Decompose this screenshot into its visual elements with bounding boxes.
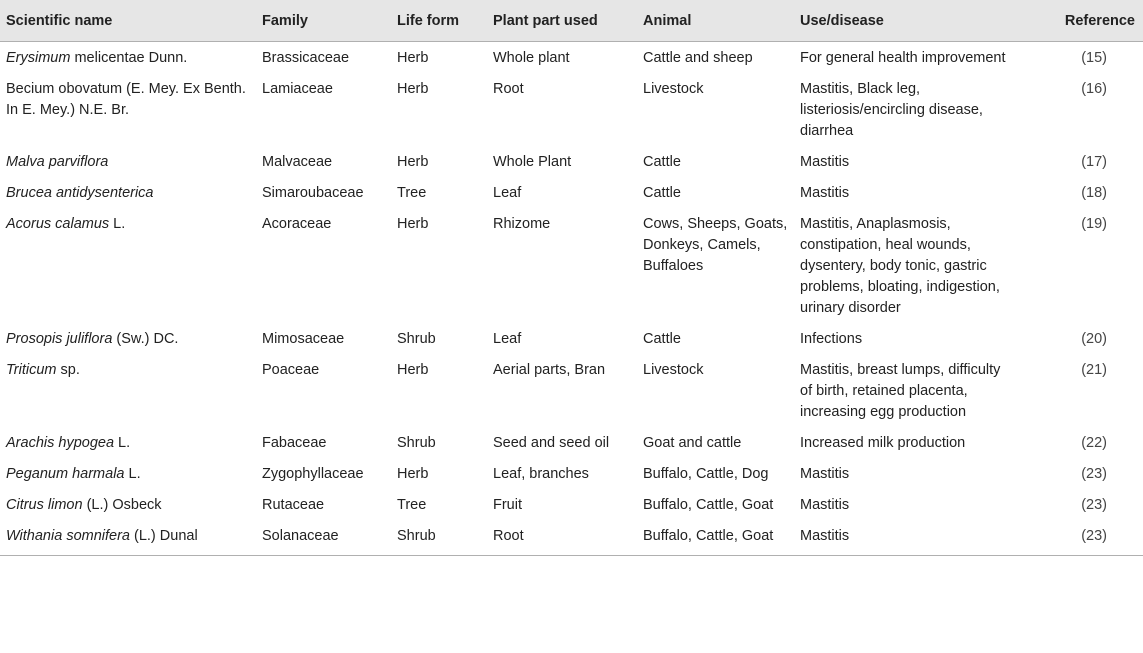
animal-cell: Livestock [643, 81, 704, 97]
scientific-name-author: melicentae Dunn. [70, 50, 188, 66]
family-cell: Brassicaceae [262, 50, 350, 66]
header-animal: Animal [637, 0, 794, 42]
plant-part-cell: Leaf [493, 331, 522, 347]
use-disease-cell: Increased milk production [800, 435, 966, 451]
table-body [0, 42, 1143, 556]
life-form-cell: Shrub [397, 435, 436, 451]
scientific-name-author: (L.) Dunal [129, 528, 198, 544]
family-cell: Acoraceae [262, 216, 332, 232]
reference-cell: (15) [1081, 50, 1107, 66]
reference-cell: (21) [1081, 362, 1107, 378]
header-reference: Reference [1008, 0, 1143, 42]
use-disease-cell: Mastitis [800, 466, 850, 482]
header-scientific-name: Scientific name [0, 0, 256, 42]
reference-cell: (23) [1008, 521, 1143, 556]
animal-cell: Buffalo, Cattle, Dog [643, 466, 769, 482]
life-form-cell: Herb [397, 466, 429, 482]
scientific-name-genus: Peganum harmala [6, 466, 125, 482]
table-row [0, 428, 1143, 459]
family-cell: Fabaceae [262, 435, 327, 451]
life-form-cell: Herb [397, 50, 429, 66]
plant-part-cell: Root [487, 521, 637, 556]
reference-cell: (23) [1081, 497, 1107, 513]
table-row [0, 459, 1143, 490]
scientific-name-cell [0, 490, 256, 521]
animal-cell: Buffalo, Cattle, Goat [643, 497, 774, 513]
scientific-name-author: sp. [56, 362, 80, 378]
use-disease-cell: Mastitis [800, 154, 850, 170]
animal-cell: Cattle [643, 185, 681, 201]
animal-cell: Cattle [643, 331, 681, 347]
plant-part-cell: Seed and seed oil [493, 435, 610, 451]
animal-cell: Livestock [643, 362, 704, 378]
family-cell: Malvaceae [262, 154, 333, 170]
header-life-form: Life form [391, 0, 487, 42]
use-disease-cell: Mastitis, breast lumps, difficulty of birth, retained placenta, increasing egg production [800, 362, 1001, 420]
scientific-name-genus: Citrus limon [6, 497, 83, 513]
reference-cell: (18) [1081, 185, 1107, 201]
family-cell: Poaceae [262, 362, 320, 378]
family-cell: Mimosaceae [262, 331, 345, 347]
scientific-name-genus: Triticum [6, 362, 57, 378]
table-row [0, 521, 1143, 556]
table-row [0, 147, 1143, 178]
family-cell: Rutaceae [262, 497, 325, 513]
family-cell: Zygophyllaceae [262, 466, 364, 482]
table-row [0, 355, 1143, 428]
family-cell: Solanaceae [256, 521, 391, 556]
use-disease-cell: Mastitis, Anaplasmosis, constipation, heal wounds, dysentery, body tonic, gastric problems, bloating, indigestion, urinary disorder [800, 216, 1000, 316]
animal-cell: Cows, Sheeps, Goats, Donkeys, Camels, Buffaloes [643, 216, 788, 274]
plant-part-cell: Rhizome [493, 216, 551, 232]
scientific-name-genus: Brucea antidysenterica [6, 185, 154, 201]
table-row [0, 178, 1143, 209]
scientific-name-cell [0, 521, 256, 556]
header-family: Family [256, 0, 391, 42]
scientific-name-genus: Arachis hypogea [6, 435, 115, 451]
animal-cell: Buffalo, Cattle, Goat [637, 521, 794, 556]
plant-part-cell: Whole plant [493, 50, 570, 66]
family-cell: Simaroubaceae [262, 185, 364, 201]
use-disease-cell: Mastitis [800, 497, 850, 513]
plant-part-cell: Leaf, branches [493, 466, 589, 482]
scientific-name-author: Becium obovatum (E. Mey. Ex Benth. In E. Mey.) N.E. Br. [6, 81, 246, 118]
plant-part-cell: Root [493, 81, 524, 97]
reference-cell: (16) [1081, 81, 1107, 97]
scientific-name-genus: Malva parviflora [6, 154, 109, 170]
family-cell: Lamiaceae [262, 81, 333, 97]
table-row [0, 324, 1143, 355]
use-disease-cell: Mastitis [800, 185, 850, 201]
life-form-cell: Herb [397, 154, 429, 170]
animal-cell: Goat and cattle [643, 435, 742, 451]
life-form-cell: Tree [397, 497, 427, 513]
animal-cell: Cattle and sheep [643, 50, 753, 66]
animal-cell: Cattle [643, 154, 681, 170]
scientific-name-author: L. [109, 216, 126, 232]
scientific-name-cell [0, 42, 256, 75]
life-form-cell: Shrub [391, 521, 487, 556]
header-use-disease: Use/disease [794, 0, 1008, 42]
reference-cell: (20) [1081, 331, 1107, 347]
life-form-cell: Herb [397, 362, 429, 378]
use-disease-cell: For general health improvement [800, 50, 1006, 66]
life-form-cell: Herb [397, 81, 429, 97]
scientific-name-cell [0, 209, 256, 324]
scientific-name-genus: Withania somnifera [6, 528, 130, 544]
plant-part-cell: Aerial parts, Bran [493, 362, 606, 378]
use-disease-cell: Mastitis [794, 521, 1008, 556]
scientific-name-cell [0, 324, 256, 355]
scientific-name-cell [0, 459, 256, 490]
header-plant-part: Plant part used [487, 0, 637, 42]
use-disease-cell: Infections [800, 331, 863, 347]
scientific-name-cell [0, 74, 256, 147]
scientific-name-cell [0, 147, 256, 178]
table-row [0, 490, 1143, 521]
life-form-cell: Tree [397, 185, 427, 201]
scientific-name-genus: Erysimum [6, 50, 71, 66]
scientific-name-cell [0, 178, 256, 209]
scientific-name-genus: Acorus calamus [6, 216, 110, 232]
header-row [0, 0, 1143, 42]
life-form-cell: Shrub [397, 331, 436, 347]
scientific-name-author: (Sw.) DC. [112, 331, 179, 347]
table-row [0, 42, 1143, 75]
life-form-cell: Herb [397, 216, 429, 232]
reference-cell: (17) [1081, 154, 1107, 170]
plant-part-cell: Fruit [493, 497, 522, 513]
scientific-name-genus: Prosopis juliflora [6, 331, 113, 347]
table-header [0, 0, 1143, 42]
use-disease-cell: Mastitis, Black leg, listeriosis/encircling disease, diarrhea [800, 81, 983, 139]
plant-part-cell: Whole Plant [493, 154, 572, 170]
scientific-name-cell [0, 355, 256, 428]
scientific-name-author: (L.) Osbeck [82, 497, 162, 513]
reference-cell: (23) [1081, 466, 1107, 482]
reference-cell: (19) [1081, 216, 1107, 232]
scientific-name-author: L. [124, 466, 141, 482]
table-row [0, 74, 1143, 147]
reference-cell: (22) [1081, 435, 1107, 451]
table-row [0, 209, 1143, 324]
plant-part-cell: Leaf [493, 185, 522, 201]
scientific-name-author: L. [114, 435, 131, 451]
scientific-name-cell [0, 428, 256, 459]
